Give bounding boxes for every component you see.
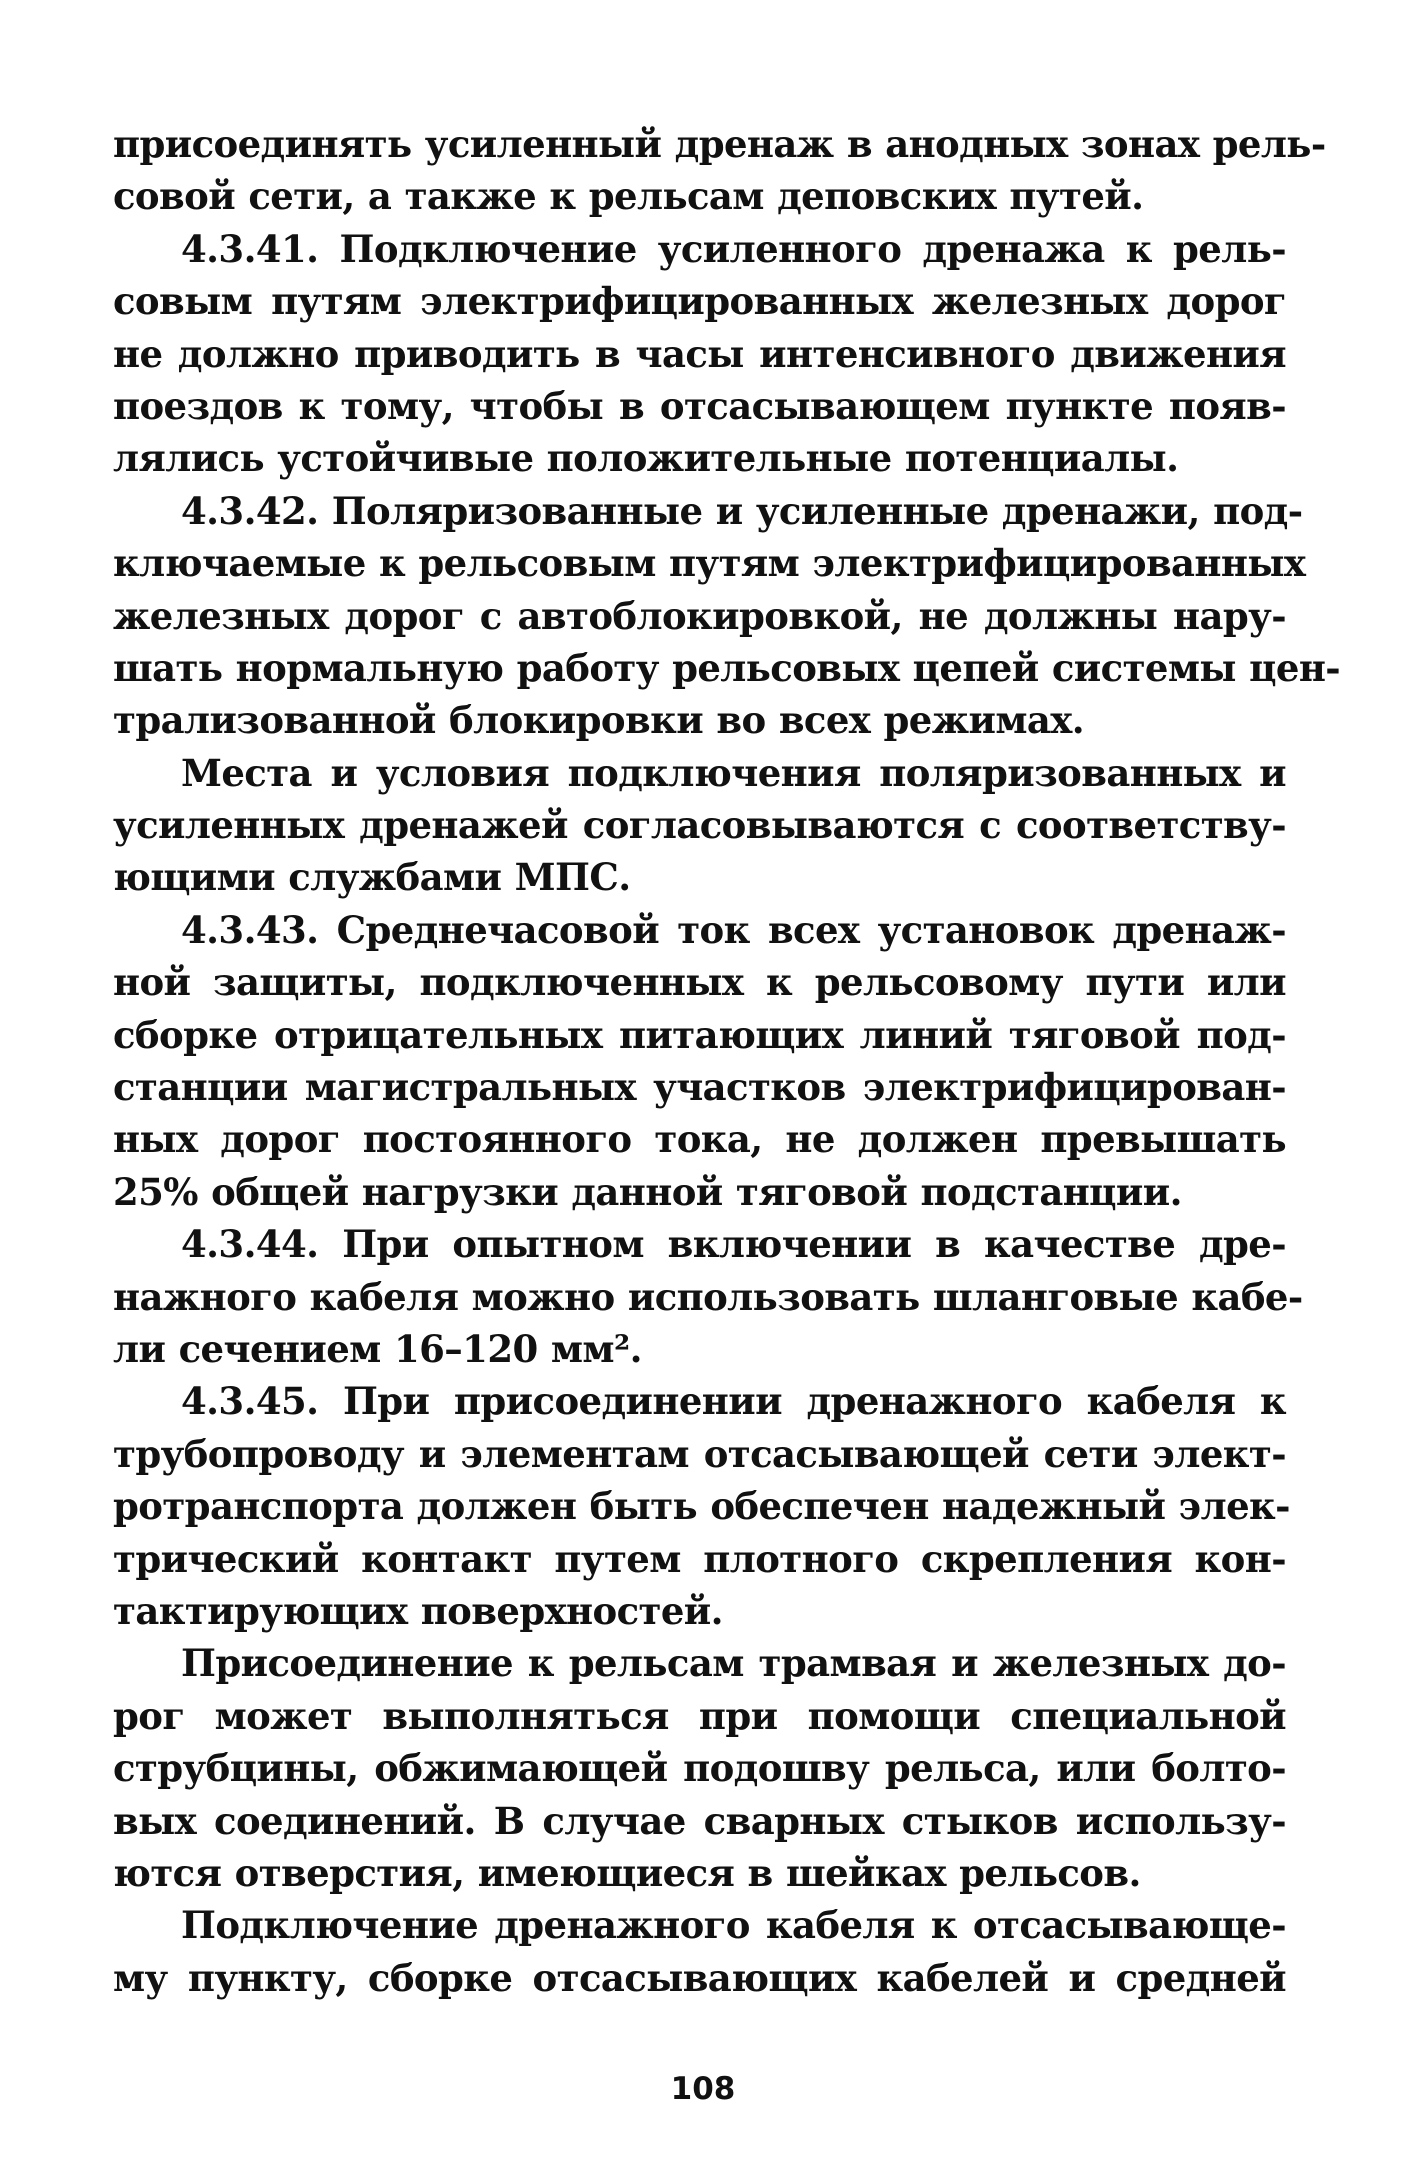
text-line: сборке отрицательных питающих линий тяговой под- <box>113 1012 1286 1057</box>
text-line: струбцины, обжимающей подошву рельса, или болто- <box>113 1746 1286 1791</box>
text-line: 4.3.44. При опытном включении в качестве дре- <box>181 1222 1286 1267</box>
text-line: 4.3.43. Среднечасовой ток всех установок дренаж- <box>181 907 1286 952</box>
text-line: присоединять усиленный дренаж в анодных зонах рель- <box>113 122 1326 166</box>
text-line: ротранспорта должен быть обеспечен надежный элек- <box>113 1484 1290 1529</box>
text-line: 25% общей нагрузки данной тяговой подстанции. <box>113 1169 1182 1214</box>
text-line: не должно приводить в часы интенсивного движения <box>113 331 1286 376</box>
page-number: 108 <box>670 2071 736 2107</box>
text-line: трический контакт путем плотного скрепления кон- <box>113 1536 1286 1581</box>
text-line: ющими службами МПС. <box>113 855 631 900</box>
text-line: ной защиты, подключенных к рельсовому пути или <box>113 960 1286 1005</box>
text-line: железных дорог с автоблокировкой, не должны нару- <box>113 593 1286 638</box>
page-text-body <box>113 118 1341 2004</box>
text-line: трубопроводу и элементам отсасывающей сети элект- <box>113 1431 1286 1476</box>
text-line: Подключение дренажного кабеля к отсасывающе- <box>181 1903 1286 1948</box>
text-line: 4.3.42. Поляризованные и усиленные дренажи, под- <box>181 488 1303 533</box>
text-line: ключаемые к рельсовым путям электрифицированных <box>113 541 1306 586</box>
text-line: тактирующих поверхностей. <box>113 1588 723 1633</box>
text-line: рог может выполняться при помощи специальной <box>113 1693 1286 1738</box>
text-line: 4.3.41. Подключение усиленного дренажа к рель- <box>181 226 1286 271</box>
text-line: станции магистральных участков электрифицирован- <box>113 1065 1286 1110</box>
text-line: му пункту, сборке отсасывающих кабелей и средней <box>113 1955 1286 2000</box>
text-line: лялись устойчивые положительные потенциалы. <box>113 436 1179 481</box>
text-line: усиленных дренажей согласовываются с соответству- <box>113 803 1286 848</box>
text-line: ли сечением 16–120 мм². <box>113 1326 642 1371</box>
text-line: Присоединение к рельсам трамвая и железных до- <box>181 1641 1286 1686</box>
text-line: ются отверстия, имеющиеся в шейках рельсов. <box>113 1850 1141 1895</box>
text-line: Места и условия подключения поляризованных и <box>181 750 1286 795</box>
text-line: шать нормальную работу рельсовых цепей системы цен- <box>113 645 1341 690</box>
text-line: трализованной блокировки во всех режимах. <box>113 698 1085 743</box>
text-line: совой сети, а также к рельсам деповских путей. <box>113 174 1144 219</box>
text-line: вых соединений. В случае сварных стыков использу- <box>113 1798 1286 1843</box>
text-line: совым путям электрифицированных железных дорог <box>113 279 1286 324</box>
text-line: ных дорог постоянного тока, не должен превышать <box>113 1117 1286 1162</box>
text-line: 4.3.45. При присоединении дренажного кабеля к <box>181 1379 1286 1424</box>
text-line: поездов к тому, чтобы в отсасывающем пункте появ- <box>113 383 1286 428</box>
text-line: нажного кабеля можно использовать шланговые кабе- <box>113 1274 1303 1319</box>
